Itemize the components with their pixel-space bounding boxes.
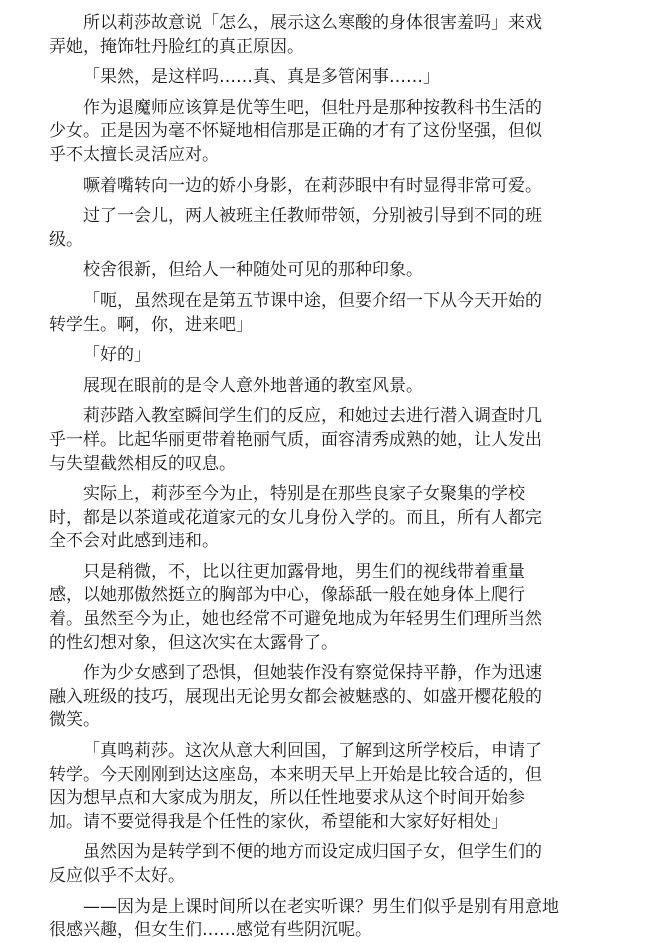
text-line: 微笑。 (49, 710, 100, 731)
text-line: 着。虽然至今为止，她也经常不可避免地成为年轻男生们理所当然 (49, 609, 542, 630)
text-line: 转学。今天刚刚到达这座岛，本来明天早上开始是比较合适的，但 (49, 764, 542, 785)
text-line: 融入班级的技巧，展现出无论男女都会被魅惑的、如盛开樱花般的 (49, 686, 542, 707)
text-line: 时，都是以茶道或花道家元的女儿身份入学的。而且，所有人都完 (49, 507, 542, 528)
paragraph (0, 375, 650, 399)
paragraph (0, 896, 650, 943)
text-line: 只是稍微，不，比以往更加露骨地，男生们的视线带着重量 (83, 561, 525, 582)
text-line: 所以莉莎故意说「怎么，展示这么寒酸的身体很害羞吗」来戏 (83, 13, 542, 33)
text-line: ——因为是上课时间所以在老实听课？男生们似乎是别有用意地 (83, 896, 559, 917)
paragraph (0, 205, 650, 252)
text-line: 校舍很新，但给人一种随处可见的那种印象。 (83, 260, 423, 281)
paragraph (0, 259, 650, 283)
paragraph (0, 290, 650, 337)
paragraph (0, 740, 650, 834)
paragraph (0, 841, 650, 888)
text-line: 的性幻想对象，但这次实在太露骨了。 (49, 632, 338, 653)
paragraph (0, 662, 650, 733)
text-line: 实际上，莉莎至今为止，特别是在那些良家子女聚集的学校 (83, 484, 525, 505)
paragraph (0, 344, 650, 368)
text-line: 作为少女感到了恐惧，但她装作没有察觉保持平静，作为迅速 (83, 663, 542, 684)
text-line: 噘着嘴转向一边的娇小身影，在莉莎眼中有时显得非常可爱。 (83, 175, 542, 196)
text-line: 过了一会儿，两人被班主任教师带领，分别被引导到不同的班 (83, 206, 542, 227)
text-line: 弄她，掩饰牡丹脸红的真正原因。 (49, 36, 304, 57)
text-line: 全不会对此感到违和。 (49, 531, 219, 552)
paragraph (0, 97, 650, 168)
text-line: 「呃，虽然现在是第五节课中途，但要介绍一下从今天开始的 (83, 290, 542, 311)
paragraph (0, 12, 650, 59)
paragraph (0, 175, 650, 199)
paragraph (0, 483, 650, 554)
text-line: 感，以她那傲然挺立的胸部为中心，像舔舐一般在她身体上爬行 (49, 585, 525, 606)
text-line: 少女。正是因为毫不怀疑地相信那是正确的才有了这份坚强，但似 (49, 121, 542, 142)
text-line: 莉莎踏入教室瞬间学生们的反应，和她过去进行潜入调查时几 (83, 406, 542, 427)
text-line: 乎一样。比起华丽更带着艳丽气质，面容清秀成熟的她，让人发出 (49, 429, 542, 450)
text-line: 作为退魔师应该算是优等生吧，但牡丹是那种按教科书生活的 (83, 97, 542, 118)
text-line: 「好的」 (83, 345, 151, 366)
text-line: 因为想早点和大家成为朋友，所以任性地要求从这个时间开始参 (49, 788, 525, 809)
text-line: 「果然，是这样吗……真、真是多管闲事……」 (83, 67, 440, 88)
paragraph (0, 561, 650, 655)
text-line: 展现在眼前的是令人意外地普通的教室风景。 (83, 375, 423, 396)
paragraph (0, 405, 650, 476)
text-line: 乎不太擅长灵活应对。 (49, 144, 219, 165)
text-line: 「真鸣莉莎。这次从意大利回国，了解到这所学校后，申请了 (83, 741, 542, 762)
text-line: 虽然因为是转学到不便的地方而设定成归国子女，但学生们的 (83, 842, 542, 863)
text-line: 级。 (49, 229, 83, 250)
text-line: 反应似乎不太好。 (49, 866, 185, 886)
text-line: 与失望截然相反的叹息。 (49, 453, 236, 474)
text-line: 加。请不要觉得我是个任性的家伙，希望能和大家好好相处」 (49, 811, 508, 832)
paragraph (0, 66, 650, 90)
text-line: 转学生。啊，你，进来吧」 (49, 314, 253, 335)
text-line: 很感兴趣，但女生们……感觉有些阴沉呢。 (49, 920, 372, 941)
